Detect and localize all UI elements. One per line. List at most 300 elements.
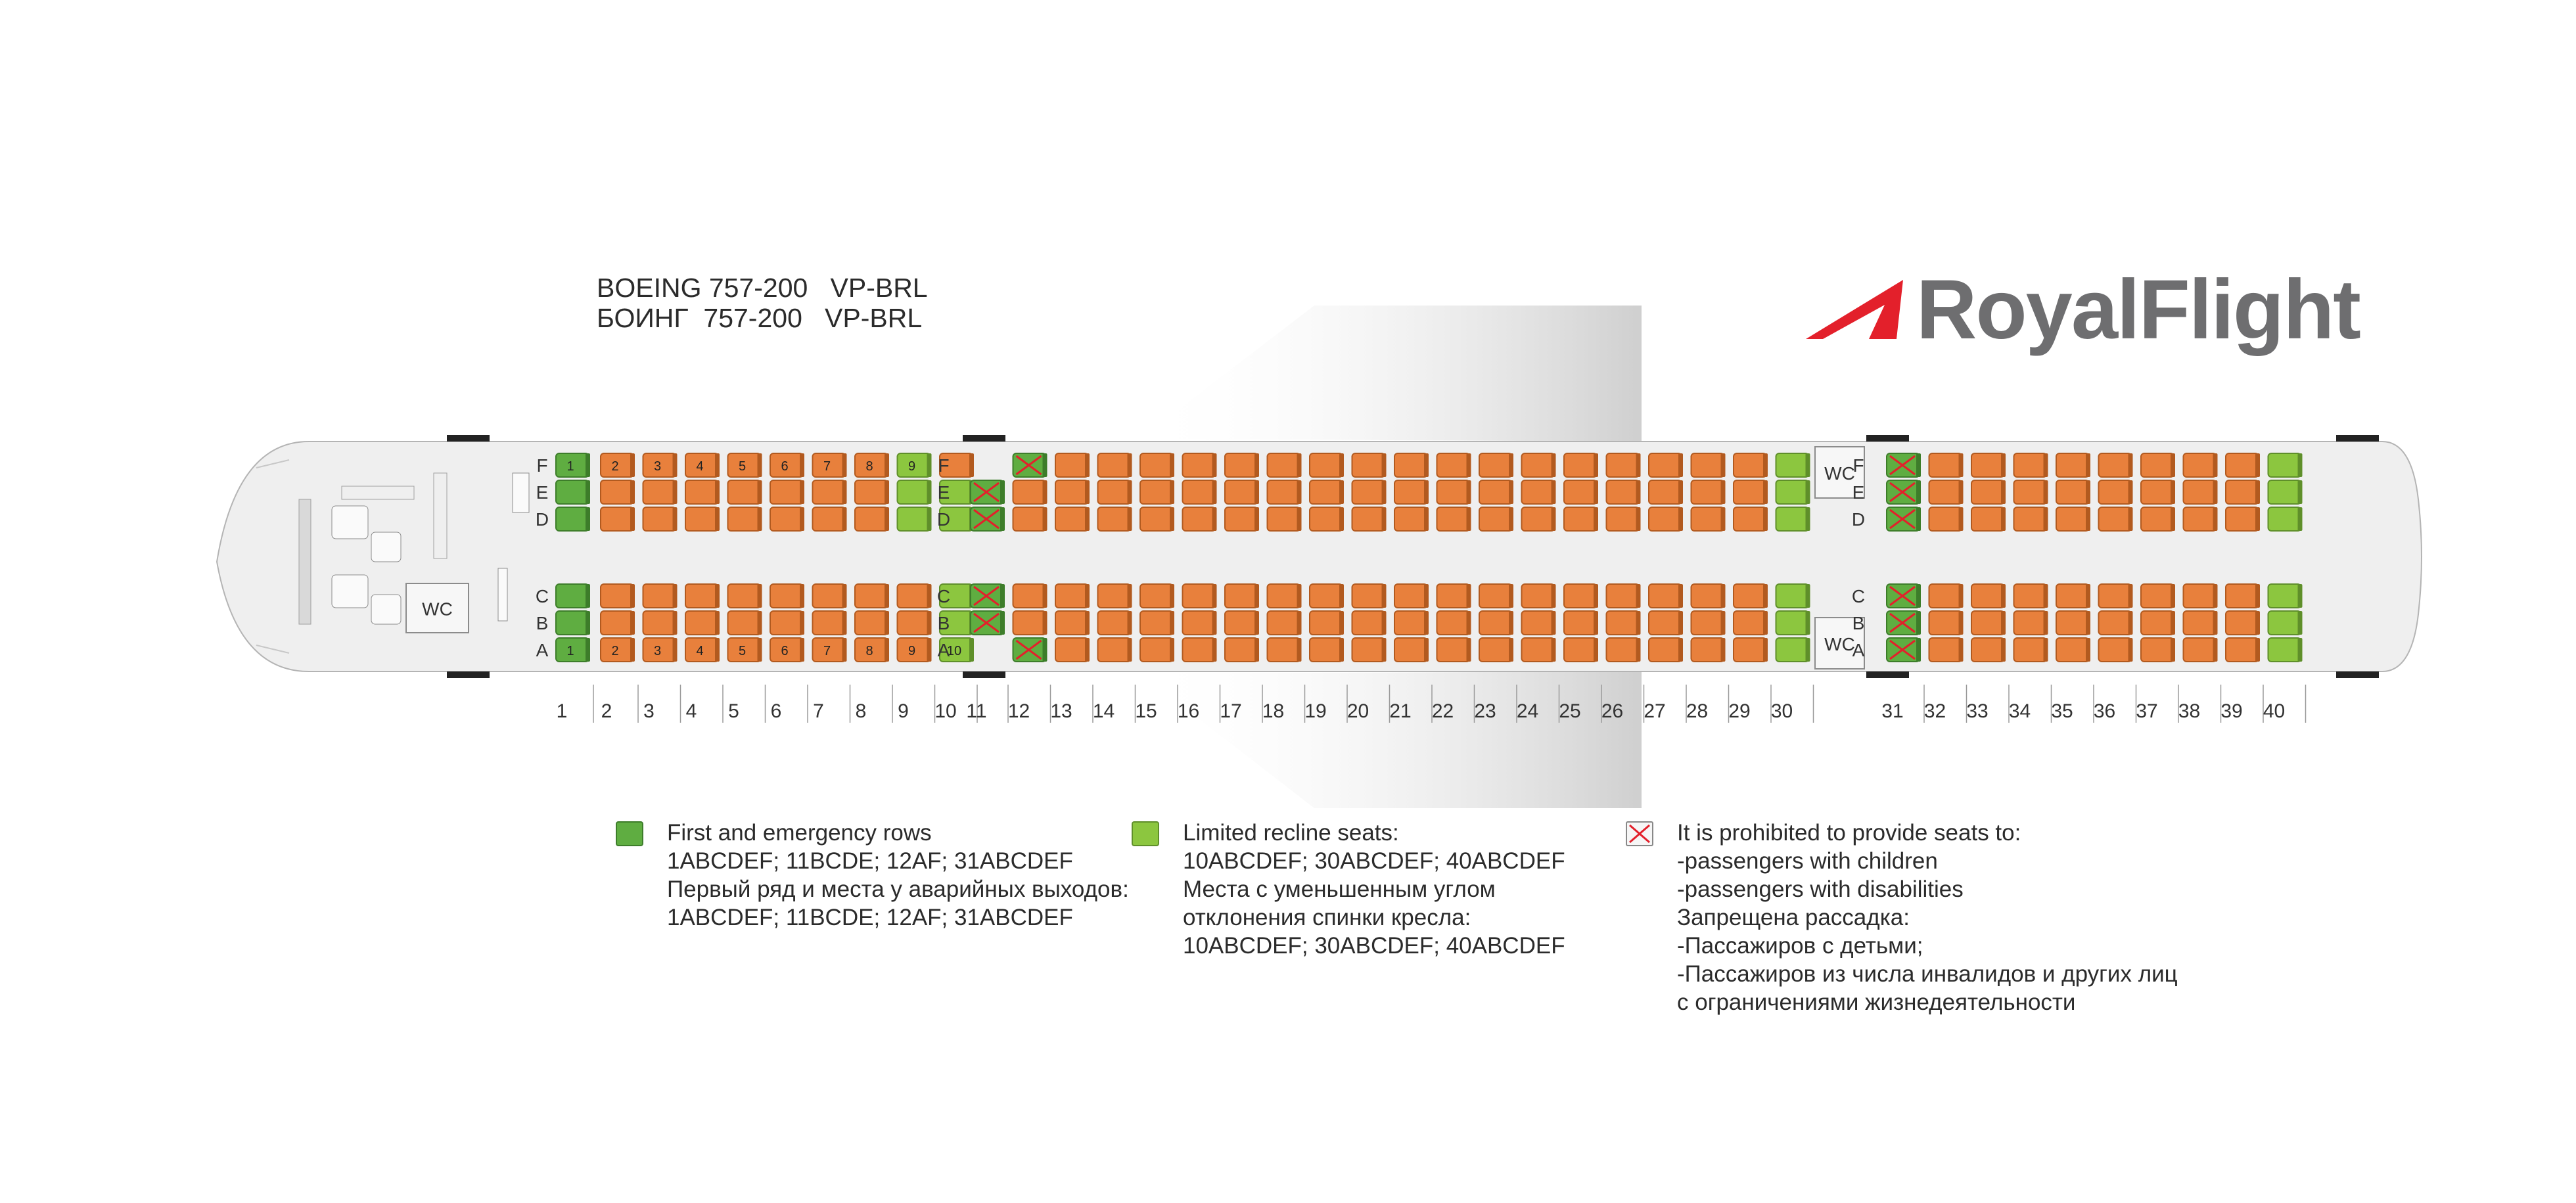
legend-limited-recline [1183,819,1565,960]
seat-back [1916,611,1921,635]
seat-back [1763,584,1768,608]
seat-back [715,507,720,531]
seat-40F [2268,453,2301,477]
seat-back [2044,584,2048,608]
seat-back [842,480,847,504]
row-number-34: 34 [2008,700,2031,722]
seat-17E [1225,480,1258,504]
seat-28C [1691,584,1724,608]
seat-24A [1522,638,1555,662]
seat-back [2255,507,2260,531]
row-number-4: 4 [685,700,697,722]
seat-back [2255,453,2260,477]
seat-back [673,453,678,477]
galley-cart-icon [498,568,507,621]
seat-back [1424,453,1429,477]
seat-15F [1140,453,1173,477]
seat-back [1085,638,1090,662]
seat-back [2044,611,2048,635]
seat-number-label: 9 [908,644,916,658]
row-number-30: 30 [1770,700,1793,722]
legend-line: 10ABCDEF; 30ABCDEF; 40ABCDEF [1183,933,1565,959]
seat-back [885,480,889,504]
seat-40E [2268,480,2301,504]
seat-7D [813,507,846,531]
seat-back [1254,584,1259,608]
seat-back [758,638,762,662]
seat-back [1382,638,1387,662]
seat-32F [1929,453,1962,477]
seat-back [1254,507,1259,531]
seat-number-label: 4 [696,644,704,658]
seat-number-label: 1 [566,644,574,658]
seat-back [927,638,932,662]
legend-line: -passengers with disabilities [1677,876,1964,902]
seat-back [1339,611,1344,635]
seat-30C [1776,584,1809,608]
seat-back [1424,611,1429,635]
seat-16A [1183,638,1216,662]
seat-back [1170,507,1174,531]
seat-back [1170,480,1174,504]
seat-24F [1522,453,1555,477]
seat-back [2213,453,2218,477]
seat-back [1721,584,1726,608]
row-number-33: 33 [1966,700,1989,722]
seat-back [1043,584,1047,608]
seat-23E [1479,480,1512,504]
seat-back [927,480,932,504]
row-number-26: 26 [1601,700,1624,722]
legend-line: Первый ряд и места у аварийных выходов: [667,876,1129,902]
seat-back [2298,584,2303,608]
seat-back [1636,507,1641,531]
seat-27C [1649,584,1682,608]
legend-line: 1ABCDEF; 11BCDE; 12AF; 31ABCDEF [667,848,1073,874]
seat-back [1916,480,1921,504]
seat-back [1000,584,1005,608]
seat-back [630,507,635,531]
seat-back [800,480,804,504]
seat-letter: C [1851,586,1866,606]
seat-back [2213,507,2218,531]
seat-back [1339,453,1344,477]
red-cross-icon [1627,823,1652,845]
seat-25E [1564,480,1597,504]
seat-14D [1098,507,1131,531]
door-marker-lower [963,671,1005,678]
seat-back [1552,584,1556,608]
seat-back [1339,584,1344,608]
seat-23C [1479,584,1512,608]
legend-first-emergency [667,819,1129,932]
seat-back [1043,638,1047,662]
row-number-13: 13 [1050,700,1072,722]
seat-back [1128,480,1132,504]
seat-back [885,584,889,608]
seat-back [1721,507,1726,531]
seat-29F [1734,453,1766,477]
seat-back [1552,611,1556,635]
seat-back [927,584,932,608]
seat-38D [2184,507,2217,531]
seat-back [927,611,932,635]
seat-back [1916,453,1921,477]
seat-15C [1140,584,1173,608]
jump-seat-icon [371,532,401,562]
seat-23B [1479,611,1512,635]
seat-13D [1055,507,1088,531]
seat-back [1382,480,1387,504]
seat-back [673,480,678,504]
seat-back [2044,638,2048,662]
seat-back [1636,638,1641,662]
seat-30F [1776,453,1809,477]
seat-back [1085,480,1090,504]
seat-34B [2014,611,2047,635]
legend-line: с ограничениями жизнедеятельности [1677,989,2076,1015]
seat-33E [1971,480,2004,504]
seat-26C [1607,584,1640,608]
seat-back [715,453,720,477]
seat-letter: A [536,640,549,660]
seat-22D [1437,507,1470,531]
seat-32D [1929,507,1962,531]
seat-2C [601,584,633,608]
seat-back [1467,584,1471,608]
legend-line: First and emergency rows [667,820,932,846]
seat-back [2171,611,2175,635]
row-number-22: 22 [1431,700,1454,722]
legend-line: -Пассажиров из числа инвалидов и других лиц [1677,961,2178,987]
seat-3C [643,584,676,608]
seat-back [1170,584,1174,608]
seat-19A [1310,638,1343,662]
seat-back [1170,638,1174,662]
seat-back [1000,611,1005,635]
seat-back [758,611,762,635]
legend-line: -passengers with children [1677,848,1938,874]
seat-back [1467,480,1471,504]
seat-letter: D [535,509,549,530]
seat-back [842,453,847,477]
seat-5E [728,480,761,504]
row-number-40: 40 [2263,700,2286,722]
seat-back [1297,453,1302,477]
seat-25F [1564,453,1597,477]
seat-letter: F [1852,455,1864,476]
seat-letter: B [536,613,549,633]
seat-back [1509,480,1513,504]
seat-back [2255,638,2260,662]
seat-back [758,507,762,531]
wc-label: WC [1824,463,1855,484]
seat-24D [1522,507,1555,531]
seat-back [1721,638,1726,662]
seat-number-label: 8 [865,459,873,474]
seat-back [1916,507,1921,531]
seat-29A [1734,638,1766,662]
seat-34A [2014,638,2047,662]
row-number-32: 32 [1923,700,1946,722]
seat-36B [2099,611,2132,635]
lower-wing-shadow [1140,671,1642,808]
seat-back [1424,480,1429,504]
seat-back [1959,507,1964,531]
seat-number-label: 3 [653,644,662,658]
row-number-28: 28 [1686,700,1709,722]
row-number-23: 23 [1474,700,1496,722]
seat-back [1467,507,1471,531]
seat-32C [1929,584,1962,608]
seat-8E [855,480,888,504]
seat-number-label: 7 [823,459,831,474]
seat-back [1806,584,1810,608]
seat-back [1043,480,1047,504]
seat-letter: C [936,586,951,606]
seat-34D [2014,507,2047,531]
seat-back [715,638,720,662]
seat-back [715,584,720,608]
seat-back [2001,507,2006,531]
legend-line: It is prohibited to provide seats to: [1677,820,2021,846]
seat-back [758,453,762,477]
seat-back [2044,507,2048,531]
seat-back [2171,584,2175,608]
seat-number-label: 5 [738,459,747,474]
seat-back [586,507,590,531]
seat-back [1763,611,1768,635]
seat-22C [1437,584,1470,608]
seat-number-label: 6 [781,459,789,474]
seat-35D [2056,507,2089,531]
seat-1E [556,480,589,504]
seat-back [1212,584,1217,608]
seat-16E [1183,480,1216,504]
seat-21F [1394,453,1427,477]
row-number-11: 11 [966,700,987,722]
seat-back [1382,611,1387,635]
seat-back [2298,453,2303,477]
seat-back [1509,453,1513,477]
seat-back [1763,507,1768,531]
seat-back [969,638,974,662]
seat-number-label: 2 [611,459,619,474]
seat-17F [1225,453,1258,477]
seat-back [800,507,804,531]
seat-back [1382,584,1387,608]
seat-back [1424,584,1429,608]
seat-14B [1098,611,1131,635]
seat-29C [1734,584,1766,608]
seat-36A [2099,638,2132,662]
seat-back [2298,638,2303,662]
seat-number-label: 2 [611,644,619,658]
seat-number-label: 8 [865,644,873,658]
seat-letter: A [937,640,950,660]
seat-number-label: 1 [566,459,574,474]
seat-18C [1268,584,1300,608]
seat-18D [1268,507,1300,531]
wc-label: WC [1824,634,1855,654]
seat-back [630,611,635,635]
seat-15D [1140,507,1173,531]
seat-20B [1352,611,1385,635]
row-number-18: 18 [1262,700,1285,722]
seat-39E [2226,480,2259,504]
seat-back [1000,507,1005,531]
seat-number-label: 3 [653,459,662,474]
seat-back [630,480,635,504]
seat-back [1806,507,1810,531]
seat-back [1085,611,1090,635]
seat-38C [2184,584,2217,608]
seat-back [1552,638,1556,662]
seat-back [1000,480,1005,504]
seat-36C [2099,584,2132,608]
seat-back [1382,453,1387,477]
seat-28D [1691,507,1724,531]
row-number-37: 37 [2136,700,2158,722]
seat-6C [770,584,803,608]
seat-back [1721,611,1726,635]
seat-33D [1971,507,2004,531]
seat-back [1085,507,1090,531]
seat-16F [1183,453,1216,477]
seat-38A [2184,638,2217,662]
seat-number-label: 4 [696,459,704,474]
seat-37C [2141,584,2174,608]
seat-back [1678,638,1683,662]
seat-number-label: 5 [738,644,747,658]
seat-38F [2184,453,2217,477]
row-number-31: 31 [1881,700,1904,722]
seat-back [2298,480,2303,504]
row-number-38: 38 [2178,700,2201,722]
seat-back [1678,584,1683,608]
seat-back [1170,611,1174,635]
seat-back [1594,584,1598,608]
seat-back [2086,584,2090,608]
seat-back [800,638,804,662]
seat-back [1424,507,1429,531]
row-number-39: 39 [2220,700,2243,722]
seat-back [1509,611,1513,635]
seat-35F [2056,453,2089,477]
seat-back [1297,507,1302,531]
row-number-7: 7 [813,700,824,722]
seat-33B [1971,611,2004,635]
legend-prohibited [1677,819,2178,1016]
seat-letter: C [535,586,549,606]
seat-back [2255,480,2260,504]
seat-13C [1055,584,1088,608]
seat-1C [556,584,589,608]
seat-back [1721,453,1726,477]
seat-7B [813,611,846,635]
seat-back [1636,584,1641,608]
seat-back [1959,480,1964,504]
seat-19D [1310,507,1343,531]
seat-40B [2268,611,2301,635]
prohibited-swatch-icon [1626,821,1653,846]
seat-7C [813,584,846,608]
row-number-3: 3 [643,700,655,722]
seat-back [586,453,590,477]
seat-back [2213,638,2218,662]
seat-back [1959,611,1964,635]
seat-24C [1522,584,1555,608]
seat-29D [1734,507,1766,531]
seat-9B [898,611,931,635]
seat-30D [1776,507,1809,531]
seat-back [1959,638,1964,662]
seat-26F [1607,453,1640,477]
seat-17A [1225,638,1258,662]
seat-back [1339,507,1344,531]
seat-35E [2056,480,2089,504]
door-marker-lower [2336,671,2379,678]
seat-18B [1268,611,1300,635]
legend-line: -Пассажиров с детьми; [1677,933,1923,959]
seat-back [1721,480,1726,504]
seat-5D [728,507,761,531]
door-marker-upper [1866,435,1909,442]
seat-back [1594,638,1598,662]
seat-22E [1437,480,1470,504]
seat-back [1339,638,1344,662]
seat-26D [1607,507,1640,531]
row-number-17: 17 [1220,700,1242,722]
seat-40A [2268,638,2301,662]
seat-19C [1310,584,1343,608]
seat-35A [2056,638,2089,662]
seat-8C [855,584,888,608]
seat-39B [2226,611,2259,635]
seat-letter: E [1852,482,1865,503]
seat-back [1339,480,1344,504]
seat-1B [556,611,589,635]
brand-name: RoyalFlight [1916,263,2360,357]
seat-back [1212,507,1217,531]
seat-21B [1394,611,1427,635]
seat-22B [1437,611,1470,635]
seat-back [842,584,847,608]
seat-back [1678,480,1683,504]
seat-15B [1140,611,1173,635]
seat-33A [1971,638,2004,662]
seat-back [1636,480,1641,504]
seat-number-label: 10 [946,644,962,658]
seat-4E [685,480,718,504]
seat-25D [1564,507,1597,531]
seat-back [969,453,974,477]
seat-back [758,584,762,608]
seat-26B [1607,611,1640,635]
seat-back [1594,507,1598,531]
seat-back [1806,480,1810,504]
seat-back [715,480,720,504]
seat-back [2044,480,2048,504]
seat-16C [1183,584,1216,608]
seat-3D [643,507,676,531]
seat-12D [1013,507,1046,531]
seat-18F [1268,453,1300,477]
seat-25A [1564,638,1597,662]
seat-21C [1394,584,1427,608]
seat-back [1043,507,1047,531]
seat-back [1467,638,1471,662]
